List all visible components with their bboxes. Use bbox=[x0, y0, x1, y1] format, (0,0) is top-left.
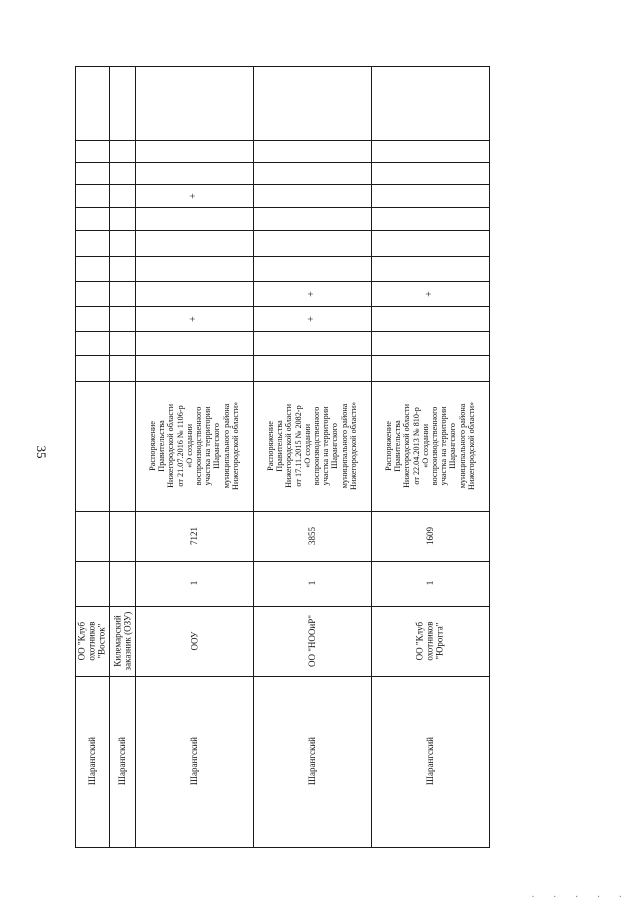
row3-area-cell bbox=[135, 511, 253, 561]
col-line-10 bbox=[75, 355, 490, 356]
col-line-6 bbox=[75, 256, 490, 257]
row1-organization: ОО "Клуб охотников "Восток" bbox=[76, 621, 108, 661]
row5-document: Распоряжение Правительства Нижегородской области от 22.04.2013 № 810-р «О создании воспроизводственного участка на территории Шарангского муниципального района Нижегородской области» bbox=[384, 401, 476, 491]
row1-district: Шарангский bbox=[86, 737, 97, 786]
bottom-dots: · · · · · bbox=[531, 892, 630, 903]
row3-count: 1 bbox=[188, 581, 199, 586]
row4-district: Шарангский bbox=[306, 737, 317, 786]
data-table bbox=[75, 66, 490, 848]
row5-organization-cell bbox=[371, 606, 489, 676]
col-line-1 bbox=[75, 140, 490, 141]
row4-organization: ОО "НООиР" bbox=[306, 615, 317, 667]
row2-organization-cell bbox=[109, 606, 135, 676]
col-line-4 bbox=[75, 207, 490, 208]
row3-mark-h: + bbox=[187, 315, 199, 322]
row3-document-cell bbox=[135, 381, 253, 511]
row5-area-cell bbox=[371, 511, 489, 561]
row3-mark-b-cell bbox=[135, 184, 253, 207]
row5-mark-g-cell bbox=[371, 281, 489, 306]
row5-organization: ОО "Клуб охотников "Юрогга" bbox=[414, 621, 446, 661]
row5-area: 1609 bbox=[424, 526, 435, 545]
row3-mark-b: + bbox=[187, 192, 199, 199]
row4-area: 3855 bbox=[306, 526, 317, 545]
row5-district: Шарангский bbox=[424, 737, 435, 786]
row2-district: Шарангский bbox=[116, 737, 127, 786]
col-line-9 bbox=[75, 331, 490, 332]
row4-count-cell bbox=[253, 561, 371, 606]
row3-count-cell bbox=[135, 561, 253, 606]
col-line-bottom bbox=[75, 847, 490, 848]
row4-mark-h: + bbox=[305, 315, 317, 322]
row3-district-cell bbox=[135, 676, 253, 847]
row3-document: Распоряжение Правительства Нижегородской области от 21.07.2016 № 1106-р «О создании воспроизводственного участка на территории Шарангского муниципального района Нижегородской области» bbox=[148, 401, 240, 491]
row3-district: Шарангский bbox=[188, 737, 199, 786]
row3-mark-h-cell bbox=[135, 306, 253, 331]
row4-document-cell bbox=[253, 381, 371, 511]
row2-district-cell bbox=[109, 676, 135, 847]
row5-document-cell bbox=[371, 381, 489, 511]
row5-district-cell bbox=[371, 676, 489, 847]
col-line-top bbox=[75, 66, 490, 67]
row5-mark-g: + bbox=[423, 290, 435, 297]
row3-area: 7121 bbox=[188, 526, 199, 545]
row4-area-cell bbox=[253, 511, 371, 561]
col-line-2 bbox=[75, 162, 490, 163]
row4-document: Распоряжение Правительства Нижегородской области от 17.11.2015 № 2082-р «О создании воспроизводственного участка на территории Шарангского муниципального района Нижегородской области» bbox=[266, 401, 358, 491]
row1-organization-cell bbox=[75, 606, 109, 676]
row4-mark-g: + bbox=[305, 290, 317, 297]
row5-count-cell bbox=[371, 561, 489, 606]
col-line-5 bbox=[75, 230, 490, 231]
row4-mark-h-cell bbox=[253, 306, 371, 331]
row4-count: 1 bbox=[306, 581, 317, 586]
row5-count: 1 bbox=[424, 581, 435, 586]
row4-district-cell bbox=[253, 676, 371, 847]
row1-district-cell bbox=[75, 676, 109, 847]
page-number: 35 bbox=[34, 445, 49, 459]
row4-mark-g-cell bbox=[253, 281, 371, 306]
row3-organization-cell bbox=[135, 606, 253, 676]
row2-organization: Килемарский заказник (ОЗУ) bbox=[111, 611, 132, 671]
row3-organization: ООУ bbox=[188, 631, 199, 651]
row4-organization-cell bbox=[253, 606, 371, 676]
